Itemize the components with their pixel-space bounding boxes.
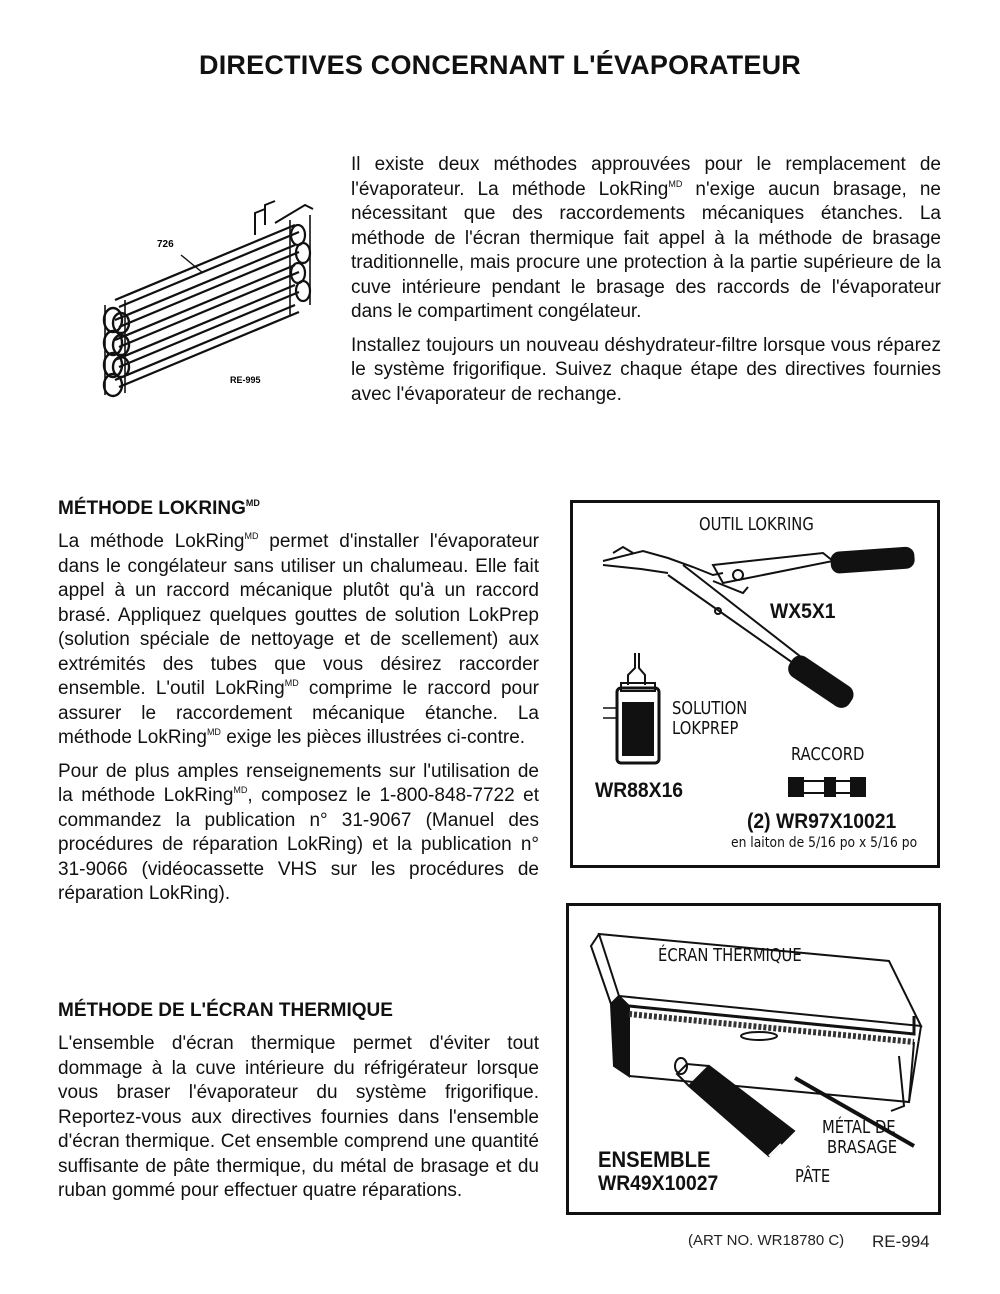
kit-label: ENSEMBLE [598,1147,711,1172]
brazing-metal-label-line-2: BRASAGE [827,1137,898,1158]
solution-label-line-1: SOLUTION [672,698,748,719]
kit-part-number: WR49X10027 [598,1172,719,1195]
heat-shield-kit-figure [566,903,941,1215]
shield-label: ÉCRAN THERMIQUE [658,945,802,966]
trademark-mark: MD [668,178,683,189]
footer-art-number: (ART NO. WR18780 C) [688,1232,845,1249]
solution-part-number: WR88X16 [595,779,684,802]
paste-label: PÂTE [795,1166,831,1187]
heat-shield-section [58,999,539,1213]
brazing-metal-label-line-1: MÉTAL DE [822,1117,896,1138]
footer-page-ref: RE-994 [872,1232,930,1251]
tool-label: OUTIL LOKRING [699,514,814,535]
evaporator-ref-label: RE-995 [230,375,261,385]
intro-paragraph-2: Installez toujours un nouveau déshydrateur-filtre lorsque vous réparez le système frigorifique. Suivez chaque étape des directives fournies avec l'évaporateur de rechange. [351,334,941,405]
fitting-part-number: (2) WR97X10021 [747,810,897,833]
tool-part-number: WX5X1 [770,600,836,623]
solution-label-line-2: LOKPREP [672,718,739,739]
evaporator-illustration [95,195,335,410]
lokring-paragraph-2: Pour de plus amples renseignements sur l'utilisation de la méthode LokRing$^{MD}$, composez le 1-800-848-7722 et commandez la publication n° 31-9067 (Manuel des procédures de réparation LokRing) et la publication n° 31-9066 (vidéocassette VHS sur les procédures de réparation LokRing). [58,760,540,904]
heat-shield-heading: MÉTHODE DE L'ÉCRAN THERMIQUE [58,1000,393,1021]
fitting-label: RACCORD [791,744,865,765]
lokring-section [58,497,539,916]
intro-text [351,153,941,416]
evaporator-part-label: 726 [157,239,174,250]
fitting-note: en laiton de 5/16 po x 5/16 po [731,835,918,851]
intro-paragraph-1: Il existe deux méthodes approuvées pour le remplacement de l'évaporateur. La méthode LokRing$^{MD}$ n'exige aucun brasage, ne nécessitant que des raccordements mécaniques étanches. La méthode de l'écran thermique fait appel à la méthode de brasage traditionnelle, mais procure une protection à la partie supérieure de la cuve intérieure pendant le brasage des raccords de l'évaporateur dans le compartiment congélateur. [351,154,941,322]
lokring-parts-figure [570,500,940,868]
lokring-paragraph-1: La méthode LokRing$^{MD}$ permet d'installer l'évaporateur dans le congélateur sans utiliser un chalumeau. Elle fait appel à un raccord mécanique plutôt qu'à un raccord brasé. Appliquez quelques gouttes de solution LokPrep (solution spéciale de nettoyage et de scellement) aux extrémités des tubes que vous désirez raccorder ensemble. L'outil LokRing$^{MD}$ comprime le raccord pour assurer le raccordement mécanique étanche. La méthode LokRing$^{MD}$ exige les pièces illustrées ci-contre. [58,531,539,748]
heat-shield-paragraph: L'ensemble d'écran thermique permet d'éviter tout dommage à la cuve intérieure du réfrigérateur lorsque vous braser l'évaporateur du système frigorifique. Reportez-vous aux directives fournies dans l'ensemble d'écran thermique. Cet ensemble comprend une quantité suffisante de pâte thermique, du métal de brasage et du ruban gommé pour effectuer quatre réparations. [58,1033,539,1201]
page-title: DIRECTIVES CONCERNANT L'ÉVAPORATEUR [199,50,801,80]
lokring-heading: MÉTHODE $LOKRING^{MD}$ [58,498,260,519]
